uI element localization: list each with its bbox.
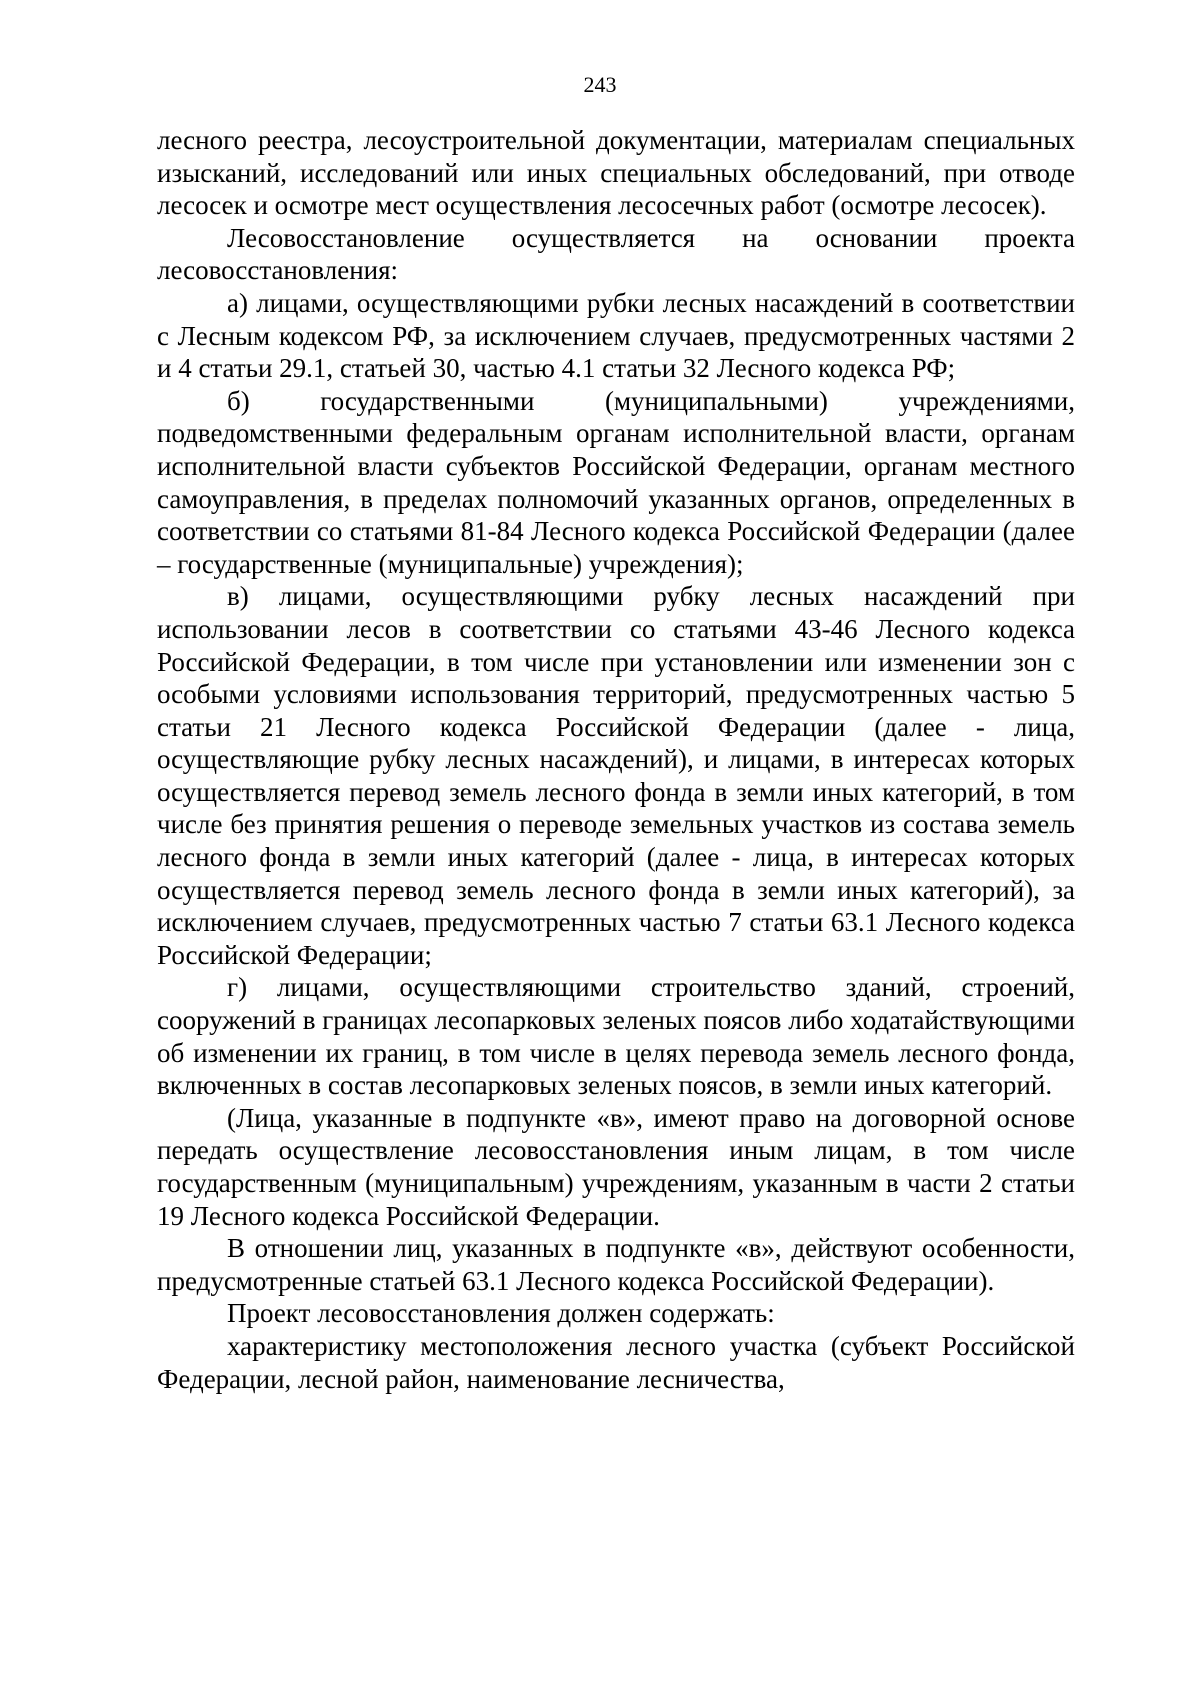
- paragraph-note-specifics: В отношении лиц, указанных в подпункте «в», действуют особенности, предусмотренные статьей 63.1 Лесного кодекса Российской Федерации).: [157, 1233, 1075, 1296]
- paragraph-project-contents: Проект лесовосстановления должен содержать:: [227, 1298, 775, 1329]
- paragraph-item-g: г) лицами, осуществляющими строительство зданий, строений, сооружений в границах лесопарковых зеленых поясов либо ходатайствующими об изменении их границ, в том числе в целях перевода земель лесного фонда, включенных в состав лесопарковых зеленых поясов, в земли иных категорий.: [157, 972, 1075, 1101]
- paragraph-location-characteristics: характеристику местоположения лесного участка (субъект Российской Федерации, лесной район, наименование лесничества,: [157, 1330, 1075, 1394]
- page-number: 243: [583, 72, 617, 97]
- paragraph-item-a: а) лицами, осуществляющими рубки лесных насаждений в соответствии с Лесным кодексом РФ, за исключением случаев, предусмотренных частями 2 и 4 статьи 29.1, статьей 30, частью 4.1 статьи 32 Лесного кодекса РФ;: [157, 287, 1075, 384]
- paragraph-item-b: б) государственными (муниципальными) учреждениями, подведомственными федеральным органам исполнительной власти, органам исполнительной власти субъектов Российской Федерации, органам местного самоуправления, в пределах полномочий указанных органов, определенных в соответствии со статьями 81-84 Лесного кодекса Российской Федерации (далее – государственные (муниципальные) учреждения);: [157, 385, 1075, 579]
- paragraph-item-v: в) лицами, осуществляющими рубку лесных насаждений при использовании лесов в соответствии со статьями 43-46 Лесного кодекса Российской Федерации, в том числе при установлении или изменении зон с особыми условиями использования территорий, предусмотренных частью 5 статьи 21 Лесного кодекса Российской Федерации (далее - лица, осуществляющие рубку лесных насаждений), и лицами, в интересах которых осуществляется перевод земель лесного фонда в земли иных категорий, в том числе без принятия решения о переводе земельных участков из состава земель лесного фонда в земли иных категорий (далее - лица, в интересах которых осуществляется перевод земель лесного фонда в земли иных категорий), за исключением случаев, предусмотренных частью 7 статьи 63.1 Лесного кодекса Российской Федерации;: [157, 581, 1075, 970]
- document-body: [157, 124, 1075, 1395]
- paragraph-note-transfer: (Лица, указанные в подпункте «в», имеют право на договорной основе передать осуществление лесовосстановления иным лицам, в том числе государственным (муниципальным) учреждениям, указанным в части 2 статьи 19 Лесного кодекса Российской Федерации.: [157, 1102, 1075, 1231]
- paragraph-reforestation-basis: Лесовосстановление осуществляется на основании проекта лесовосстановления:: [157, 222, 1075, 286]
- paragraph-continuation: лесного реестра, лесоустроительной документации, материалам специальных изысканий, исследований или иных специальных обследований, при отводе лесосек и осмотре мест осуществления лесосечных работ (осмотре лесосек).: [157, 125, 1075, 221]
